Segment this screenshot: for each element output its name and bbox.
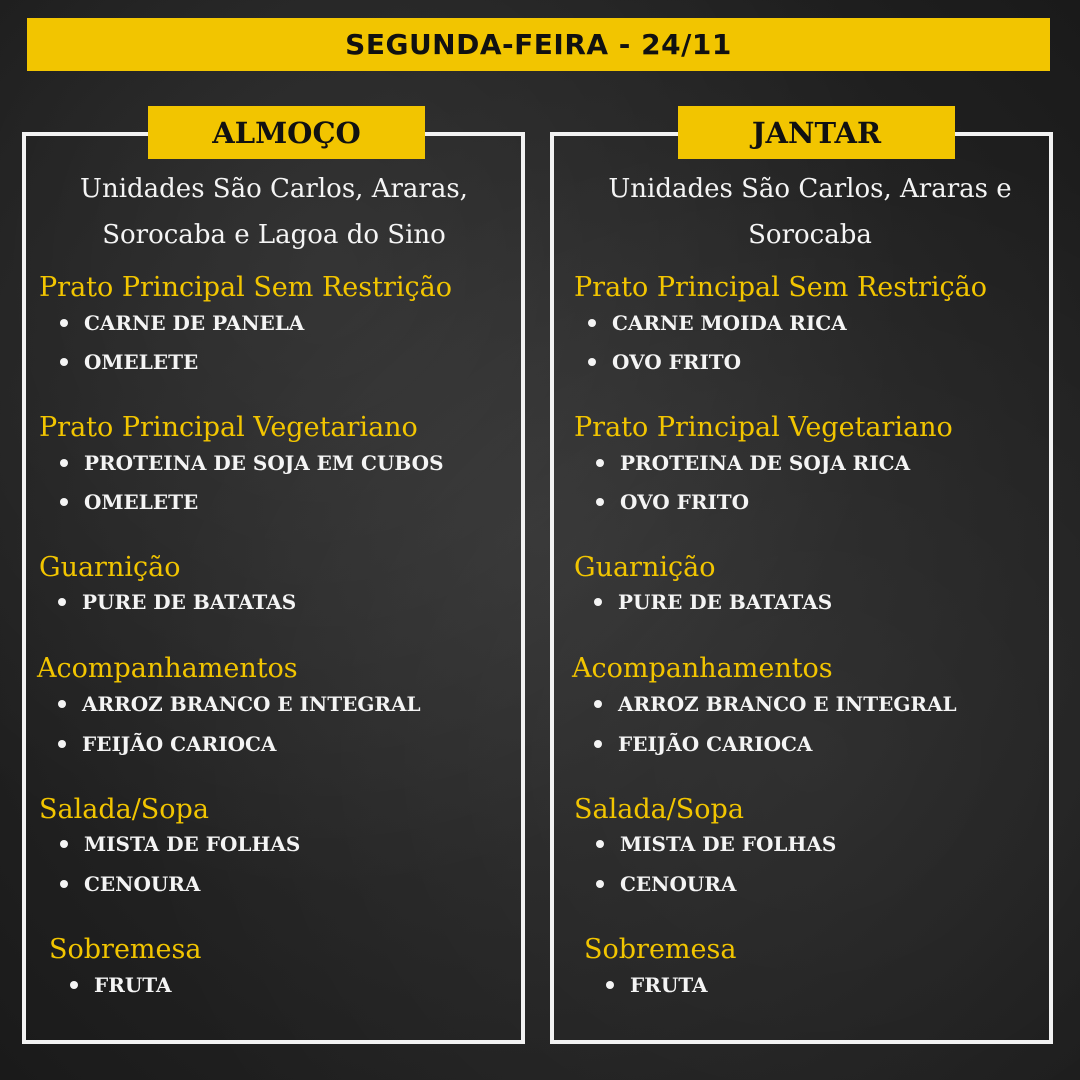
menu-item: ARROZ BRANCO E INTEGRAL: [594, 691, 957, 717]
lunch-units: [34, 166, 514, 258]
dinner-section-title: Prato Principal Vegetariano: [574, 412, 953, 443]
menu-item: CARNE MOIDA RICA: [588, 310, 847, 336]
lunch-panel: [22, 132, 525, 1044]
bullet-icon: [606, 981, 614, 989]
menu-item: OVO FRITO: [596, 489, 749, 515]
bullet-icon: [58, 598, 66, 606]
bullet-icon: [70, 981, 78, 989]
bullet-icon: [594, 700, 602, 708]
dinner-units: [570, 166, 1050, 258]
dinner-label: JANTAR: [678, 106, 955, 159]
bullet-icon: [596, 498, 604, 506]
bullet-icon: [58, 740, 66, 748]
dinner-section-title: Prato Principal Sem Restrição: [574, 272, 988, 303]
bullet-icon: [596, 840, 604, 848]
lunch-label: ALMOÇO: [148, 106, 425, 159]
bullet-icon: [60, 880, 68, 888]
bullet-icon: [60, 319, 68, 327]
menu-item: PURE DE BATATAS: [58, 589, 296, 615]
dinner-section-title: Sobremesa: [584, 934, 737, 965]
dinner-section-title: Acompanhamentos: [572, 653, 833, 684]
dinner-panel: [550, 132, 1053, 1044]
bullet-icon: [596, 880, 604, 888]
menu-item: OVO FRITO: [588, 349, 741, 375]
bullet-icon: [588, 358, 596, 366]
bullet-icon: [60, 498, 68, 506]
menu-item: CENOURA: [60, 871, 200, 897]
dinner-units-line2: Sorocaba: [748, 220, 872, 250]
menu-item: FRUTA: [70, 972, 172, 998]
dinner-units-line1: Unidades São Carlos, Araras e: [608, 174, 1012, 204]
bullet-icon: [588, 319, 596, 327]
menu-item: PURE DE BATATAS: [594, 589, 832, 615]
menu-item: OMELETE: [60, 349, 198, 375]
menu-item: FRUTA: [606, 972, 708, 998]
lunch-section-title: Guarnição: [39, 552, 181, 583]
menu-item: PROTEINA DE SOJA RICA: [596, 450, 910, 476]
page-title-banner: [27, 18, 1050, 71]
bullet-icon: [596, 459, 604, 467]
lunch-section-title: Prato Principal Sem Restrição: [39, 272, 453, 303]
bullet-icon: [594, 598, 602, 606]
bullet-icon: [60, 840, 68, 848]
lunch-section-title: Prato Principal Vegetariano: [39, 412, 418, 443]
menu-item: OMELETE: [60, 489, 198, 515]
lunch-units-line2: Sorocaba e Lagoa do Sino: [102, 220, 446, 250]
dinner-section-title: Guarnição: [574, 552, 716, 583]
lunch-section-title: Acompanhamentos: [37, 653, 298, 684]
lunch-units-line1: Unidades São Carlos, Araras,: [80, 174, 468, 204]
lunch-section-title: Salada/Sopa: [39, 794, 209, 825]
lunch-section-title: Sobremesa: [49, 934, 202, 965]
bullet-icon: [58, 700, 66, 708]
bullet-icon: [594, 740, 602, 748]
bullet-icon: [60, 459, 68, 467]
menu-item: FEIJÃO CARIOCA: [594, 731, 812, 757]
dinner-section-title: Salada/Sopa: [574, 794, 744, 825]
menu-item: MISTA DE FOLHAS: [596, 831, 836, 857]
menu-item: CARNE DE PANELA: [60, 310, 304, 336]
menu-item: CENOURA: [596, 871, 736, 897]
menu-item: FEIJÃO CARIOCA: [58, 731, 276, 757]
menu-item: PROTEINA DE SOJA EM CUBOS: [60, 450, 444, 476]
page-title: SEGUNDA-FEIRA - 24/11: [345, 28, 732, 61]
bullet-icon: [60, 358, 68, 366]
menu-item: ARROZ BRANCO E INTEGRAL: [58, 691, 421, 717]
menu-item: MISTA DE FOLHAS: [60, 831, 300, 857]
